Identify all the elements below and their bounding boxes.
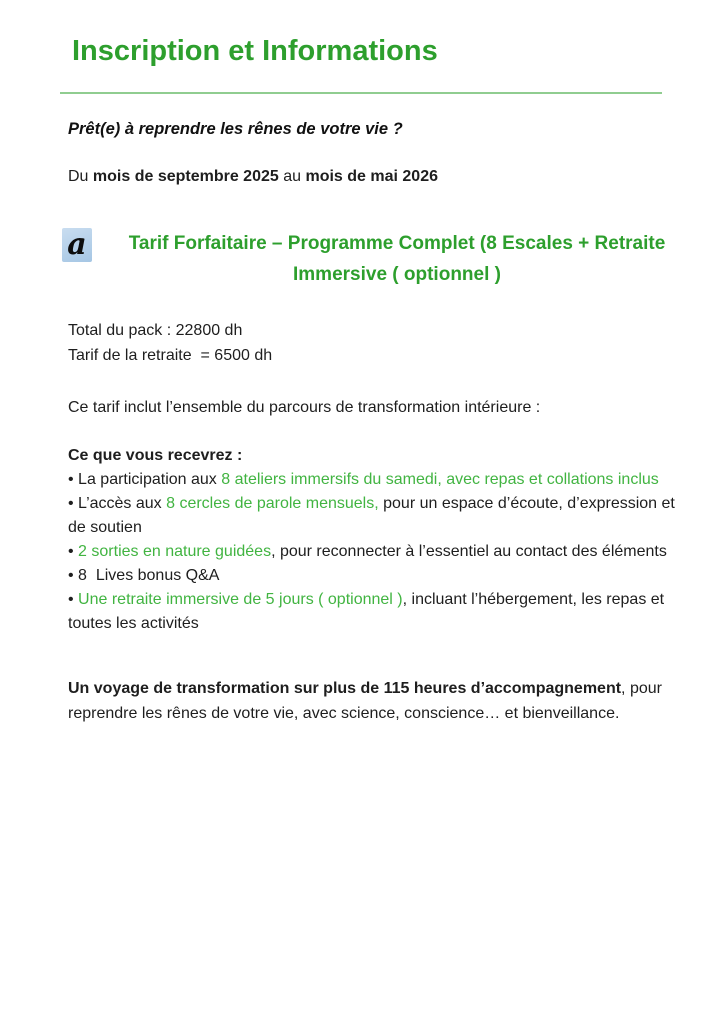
- bullet-text: pour un espace d’écoute, d’expression et de soutien: [68, 495, 680, 536]
- bullet-text-highlight: Une retraite immersive de 5 jours ( optionnel ): [78, 591, 403, 608]
- date-connector: au: [278, 168, 306, 185]
- closing-rest: , pour reprendre les rênes de votre vie, avec science, conscience… et bienveillance.: [68, 680, 667, 722]
- bullet-marker: •: [68, 543, 79, 560]
- retreat-price-line: Tarif de la retraite = 6500 dh: [68, 347, 273, 364]
- tariff-includes-line: Ce tarif inclut l’ensemble du parcours de transformation intérieure :: [68, 399, 541, 416]
- bullet-marker: •: [68, 591, 79, 608]
- list-item-cercles: [68, 492, 680, 540]
- bullet-marker: •: [68, 495, 79, 512]
- list-item-sorties: [68, 540, 676, 564]
- bullet-text-highlight: 8 ateliers immersifs du samedi, avec repas et collations inclus: [221, 471, 659, 488]
- bullet-marker: •: [68, 567, 79, 584]
- benefits-heading: Ce que vous recevrez :: [68, 447, 243, 464]
- bullet-text: 8 Lives bonus Q&A: [78, 567, 220, 584]
- list-item-lives: [68, 564, 676, 588]
- date-range-line: [68, 168, 676, 186]
- date-end: mois de mai 2026: [305, 168, 438, 185]
- closing-paragraph: [68, 676, 676, 726]
- offer-heading: [62, 228, 676, 290]
- list-item-ateliers: [68, 468, 676, 492]
- bullet-text: La participation aux: [78, 471, 222, 488]
- bullet-text-highlight: 8 cercles de parole mensuels,: [166, 495, 379, 512]
- pack-price-line: Total du pack : 22800 dh: [68, 322, 243, 339]
- offer-title: [108, 228, 686, 290]
- a-logo-icon: a: [62, 228, 92, 262]
- closing-bold: Un voyage de transformation sur plus de 115 heures d’accompagnement: [68, 680, 622, 697]
- bullet-text: , incluant l’hébergement, les repas et toutes les activités: [68, 591, 669, 632]
- benefits-list: [68, 468, 680, 636]
- offer-title-line1: Tarif Forfaitaire – Programme Complet (8 Escales + Retraite: [128, 233, 666, 254]
- title-divider: [60, 92, 662, 94]
- bullet-marker: •: [68, 471, 79, 488]
- date-start: mois de septembre 2025: [92, 168, 279, 185]
- offer-title-line2: Immersive ( optionnel ): [293, 264, 501, 285]
- bullet-text-highlight: 2 sorties en nature guidées: [78, 543, 272, 560]
- date-prefix: Du: [68, 168, 93, 185]
- page-title: Inscription et Informations: [72, 35, 438, 67]
- intro-question: Prêt(e) à reprendre les rênes de votre vie ?: [68, 120, 403, 138]
- list-item-retraite: [68, 588, 676, 636]
- bullet-text: L’accès aux: [78, 495, 167, 512]
- bullet-text: , pour reconnecter à l’essentiel au contact des éléments: [271, 543, 667, 560]
